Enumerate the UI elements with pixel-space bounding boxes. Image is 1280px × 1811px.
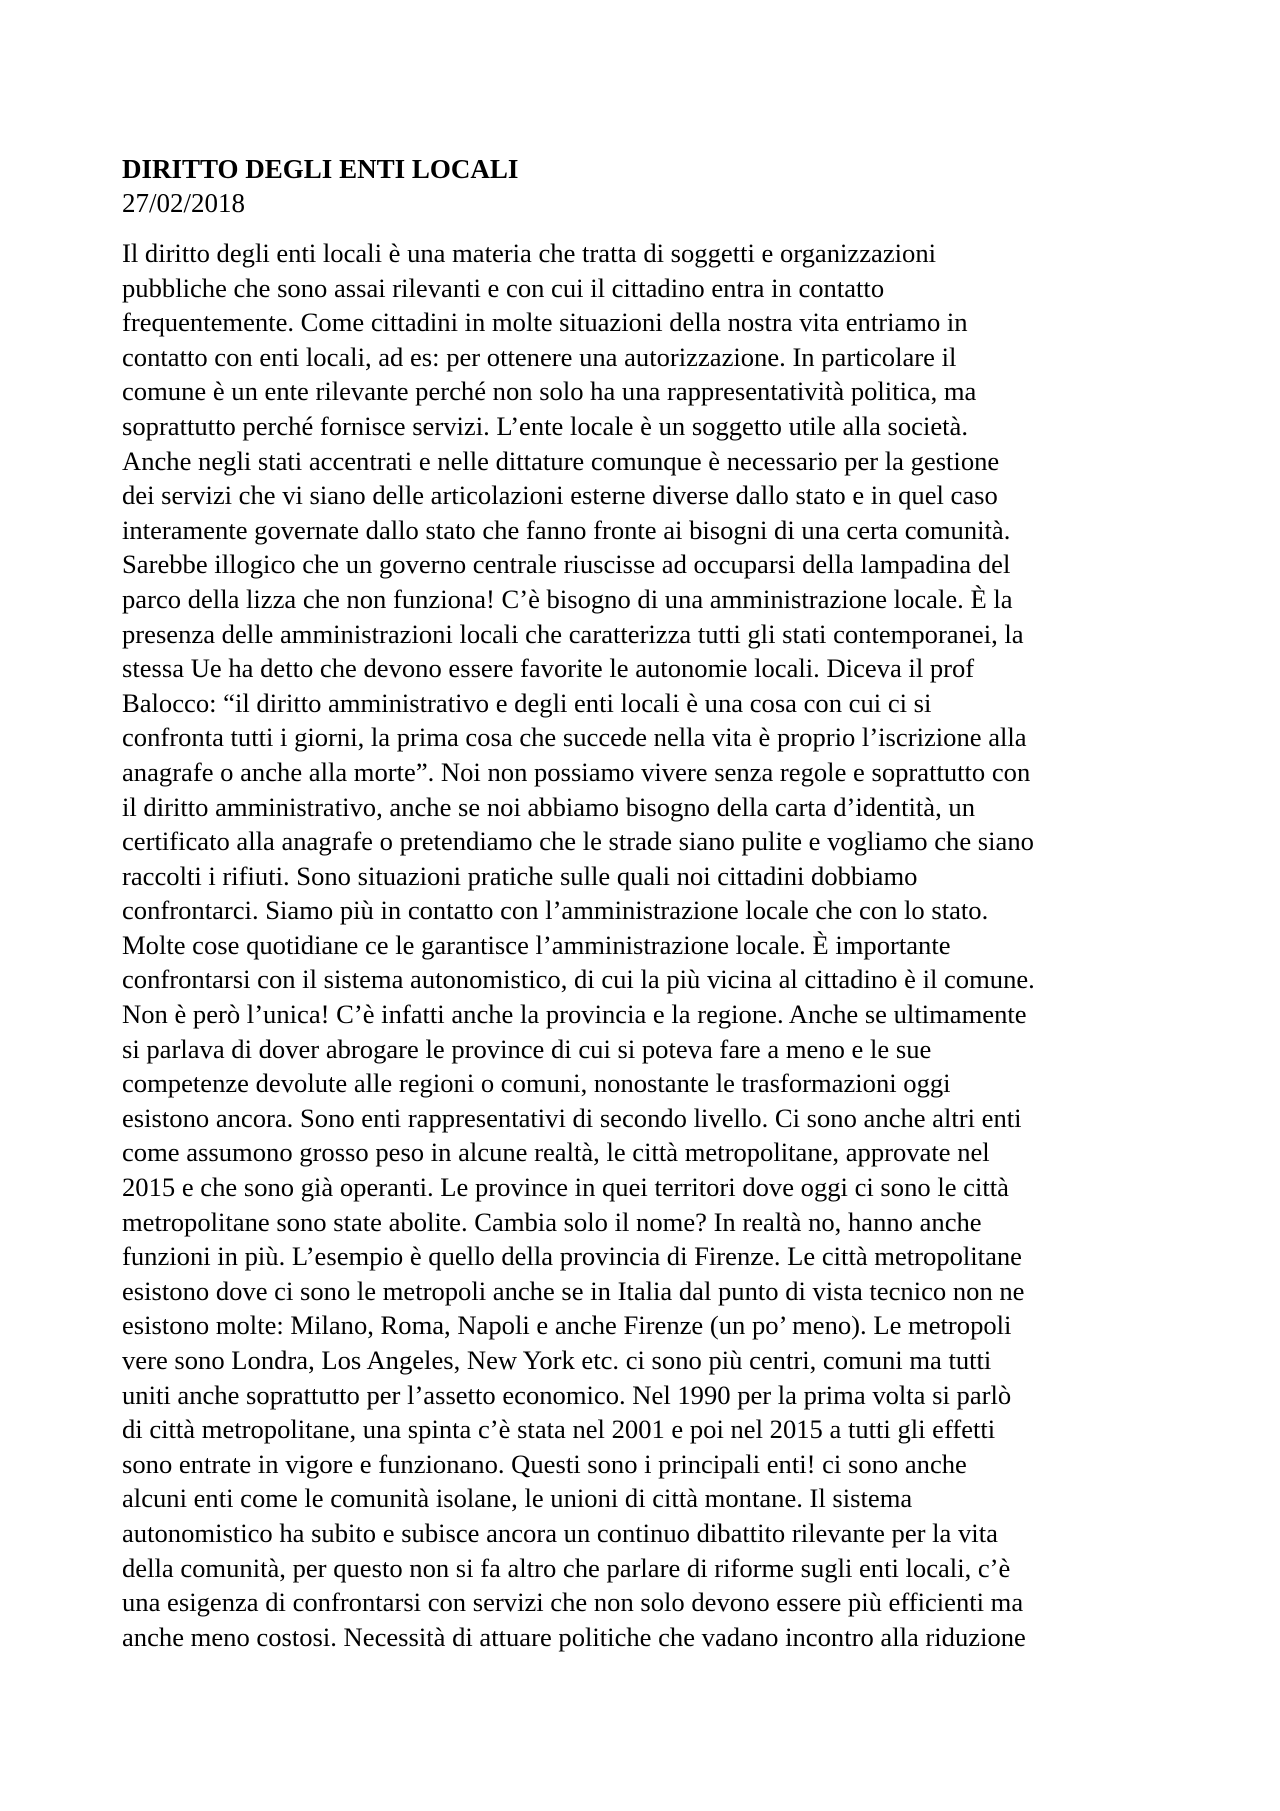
document-title: DIRITTO DEGLI ENTI LOCALI [122,154,519,184]
body-line: pubbliche che sono assai rilevanti e con cui il cittadino entra in contatto [122,272,885,303]
document-content [122,152,1162,1654]
body-line: Sarebbe illogico che un governo centrale riuscisse ad occuparsi della lampadina del [122,549,1011,580]
body-line: interamente governate dallo stato che fanno fronte ai bisogni di una certa comunità. [122,514,1011,545]
document-body [122,236,1162,1654]
body-line: dei servizi che vi siano delle articolazioni esterne diverse dallo stato e in quel caso [122,480,998,511]
body-line: confrontarsi con il sistema autonomistico, di cui la più vicina al cittadino è il comune. [122,964,1035,995]
body-line: presenza delle amministrazioni locali che caratterizza tutti gli stati contemporanei, la [122,618,1024,649]
body-line: stessa Ue ha detto che devono essere favorite le autonomie locali. Diceva il prof [122,653,975,684]
body-line: certificato alla anagrafe o pretendiamo che le strade siano pulite e vogliamo che siano [122,826,1034,857]
body-line: sono entrate in vigore e funzionano. Questi sono i principali enti! ci sono anche [122,1448,967,1479]
body-line: Non è però l’unica! C’è infatti anche la provincia e la regione. Anche se ultimamente [122,999,1027,1030]
body-line: autonomistico ha subito e subisce ancora un continuo dibattito rilevante per la vita [122,1517,998,1548]
body-line: di città metropolitane, una spinta c’è stata nel 2001 e poi nel 2015 a tutti gli effetti [122,1414,996,1445]
body-line: esistono molte: Milano, Roma, Napoli e anche Firenze (un po’ meno). Le metropoli [122,1310,1012,1341]
body-line: competenze devolute alle regioni o comuni, nonostante le trasformazioni oggi [122,1068,951,1099]
body-line: esistono dove ci sono le metropoli anche se in Italia dal punto di vista tecnico non ne [122,1275,1025,1306]
body-line: Balocco: “il diritto amministrativo e degli enti locali è una cosa con cui ci si [122,687,932,718]
body-line: funzioni in più. L’esempio è quello della provincia di Firenze. Le città metropolitane [122,1241,1022,1272]
body-line: esistono ancora. Sono enti rappresentativi di secondo livello. Ci sono anche altri enti [122,1102,1022,1133]
body-line: come assumono grosso peso in alcune realtà, le città metropolitane, approvate nel [122,1137,990,1168]
body-line: anagrafe o anche alla morte”. Noi non possiamo vivere senza regole e soprattutto con [122,756,1031,787]
body-line: vere sono Londra, Los Angeles, New York etc. ci sono più centri, comuni ma tutti [122,1345,992,1375]
body-line: Molte cose quotidiane ce le garantisce l’amministrazione locale. È importante [122,929,951,960]
body-line: confrontarci. Siamo più in contatto con l’amministrazione locale che con lo stato. [122,895,989,926]
body-line: una esigenza di confrontarsi con servizi che non solo devono essere più efficienti ma [122,1587,1024,1618]
body-line: il diritto amministrativo, anche se noi abbiamo bisogno della carta d’identità, un [122,791,975,822]
body-line: contatto con enti locali, ad es: per ottenere una autorizzazione. In particolare il [122,341,957,372]
body-line: alcuni enti come le comunità isolane, le unioni di città montane. Il sistema [122,1483,913,1514]
body-line: Il diritto degli enti locali è una materia che tratta di soggetti e organizzazioni [122,238,937,268]
body-line: Anche negli stati accentrati e nelle dittature comunque è necessario per la gestione [122,445,1000,476]
document-date: 27/02/2018 [122,188,246,218]
body-line: parco della lizza che non funziona! C’è bisogno di una amministrazione locale. È la [122,583,1013,614]
body-line: comune è un ente rilevante perché non solo ha una rappresentatività politica, ma [122,376,977,407]
body-line: si parlava di dover abrogare le province di cui si poteva fare a meno e le sue [122,1033,932,1064]
body-line: frequentemente. Come cittadini in molte situazioni della nostra vita entriamo in [122,307,968,338]
body-line: 2015 e che sono già operanti. Le province in quei territori dove oggi ci sono le città [122,1172,1009,1203]
body-line: anche meno costosi. Necessità di attuare politiche che vadano incontro alla riduzione [122,1621,1026,1652]
body-line: confronta tutti i giorni, la prima cosa che succede nella vita è proprio l’iscrizione alla [122,722,1027,753]
body-line: soprattutto perché fornisce servizi. L’ente locale è un soggetto utile alla società. [122,410,969,441]
body-line: metropolitane sono state abolite. Cambia solo il nome? In realtà no, hanno anche [122,1206,982,1237]
body-line: raccolti i rifiuti. Sono situazioni pratiche sulle quali noi cittadini dobbiamo [122,860,918,891]
body-line: uniti anche soprattutto per l’assetto economico. Nel 1990 per la prima volta si parlò [122,1379,1012,1410]
body-line: della comunità, per questo non si fa altro che parlare di riforme sugli enti locali, c’è [122,1552,1011,1583]
